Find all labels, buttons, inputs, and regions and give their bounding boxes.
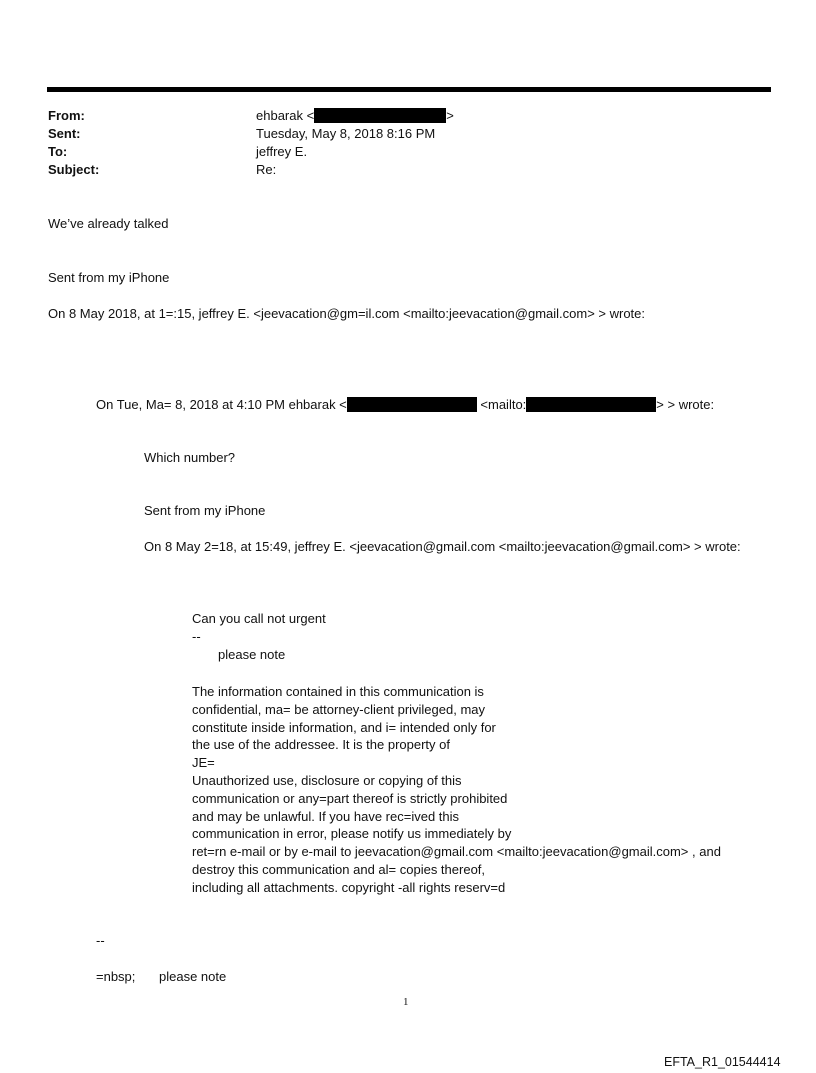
mailto-text: <mailto: bbox=[480, 397, 527, 412]
separator-dashes-2: -- bbox=[96, 933, 105, 948]
quote-header-2-text: On Tue, Ma= 8, 2018 at 4:10 PM ehbarak < bbox=[96, 397, 347, 412]
to-label: To: bbox=[48, 144, 68, 159]
to-value: jeffrey E. bbox=[256, 144, 308, 159]
from-value bbox=[256, 107, 454, 125]
question-text: Which number? bbox=[144, 450, 236, 465]
notice-line: communication in error, please notify us immediately by bbox=[192, 826, 512, 842]
from-name: ehbarak < bbox=[256, 108, 315, 123]
header-rule bbox=[47, 87, 771, 92]
quote-header: On 8 May 2018, at 1=:15, jeffrey E. <jeevacation@gm=il.com <mailto:jeevacation@gmail.com> > wrote: bbox=[48, 306, 646, 321]
sent-label: Sent: bbox=[48, 126, 81, 141]
redaction-box bbox=[347, 397, 477, 412]
notice-line: the use of the addressee. It is the property of bbox=[192, 737, 450, 753]
wrote-text: > > wrote: bbox=[656, 397, 715, 412]
notice-line: and may be unlawful. If you have rec=ived this bbox=[192, 808, 460, 824]
reply-text: We’ve already talked bbox=[48, 216, 169, 231]
signature: Sent from my iPhone bbox=[48, 270, 170, 285]
please-note-heading: please note bbox=[218, 647, 286, 662]
notice-line: communication or any=part thereof is strictly prohibited bbox=[192, 790, 508, 806]
notice-line: Unauthorized use, disclosure or copying of this bbox=[192, 772, 462, 788]
subject-value: Re: bbox=[256, 162, 277, 177]
signature-2: Sent from my iPhone bbox=[144, 503, 266, 518]
sent-value: Tuesday, May 8, 2018 8:16 PM bbox=[256, 126, 436, 141]
nbsp-artifact: =nbsp; bbox=[96, 969, 136, 984]
from-label: From: bbox=[48, 108, 85, 123]
notice-line: constitute inside information, and i= intended only for bbox=[192, 719, 496, 735]
notice-line: The information contained in this communication is bbox=[192, 684, 484, 699]
redaction-box bbox=[314, 108, 446, 123]
notice-line: ret=rn e-mail or by e-mail to jeevacation@gmail.com <mailto:jeevacation@gmail.com> , and bbox=[192, 844, 721, 860]
bates-number: EFTA_R1_01544414 bbox=[664, 1055, 781, 1069]
separator-dashes: -- bbox=[192, 629, 201, 644]
redaction-box bbox=[526, 397, 656, 412]
quote-header-3: On 8 May 2=18, at 15:49, jeffrey E. <jeevacation@gmail.com <mailto:jeevacation@gmail.com> > wrote: bbox=[144, 539, 741, 554]
page-number: 1 bbox=[403, 996, 409, 1008]
notice-line: confidential, ma= be attorney-client privileged, may bbox=[192, 701, 486, 717]
confidentiality-notice bbox=[192, 683, 721, 897]
from-close: > bbox=[446, 108, 454, 123]
request-text: Can you call not urgent bbox=[192, 611, 326, 626]
please-note-footer: please note bbox=[159, 969, 227, 984]
notice-line: JE= bbox=[192, 755, 215, 771]
notice-line: destroy this communication and al= copies thereof, bbox=[192, 861, 486, 877]
subject-label: Subject: bbox=[48, 162, 100, 177]
notice-line: including all attachments. copyright -all rights reserv=d bbox=[192, 879, 506, 895]
quote-header-2 bbox=[96, 396, 714, 414]
